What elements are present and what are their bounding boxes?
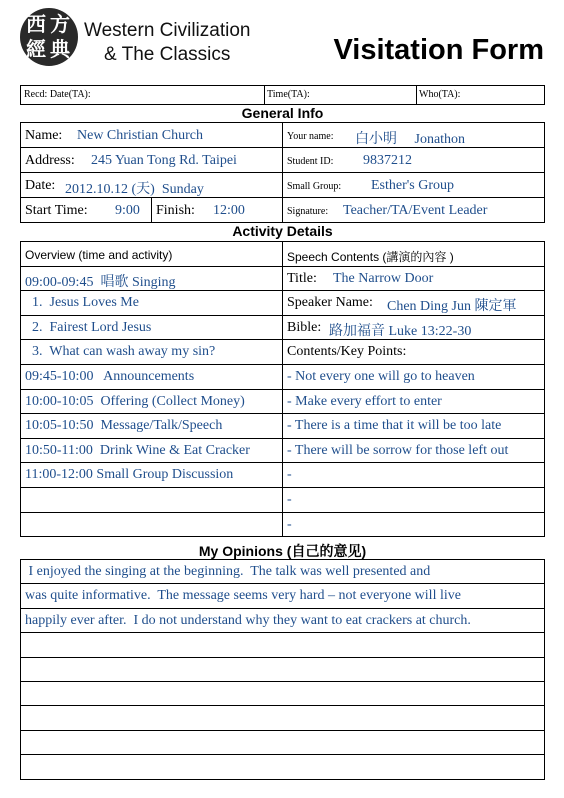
my-opinions-title: My Opinions (自己的意见) [198,543,367,559]
start-time-value: 9:00 [115,203,140,218]
finish-time-field[interactable] [151,197,283,223]
speech-row[interactable] [282,413,545,439]
start-time-label: Start Time: [25,203,88,218]
opinion-line[interactable] [20,681,545,706]
key-point: - [287,516,292,532]
name-label: Name: [25,128,63,143]
overview-row[interactable] [20,487,283,513]
logo-char: 經 [26,37,46,61]
overview-row[interactable] [20,339,283,365]
overview-item: 09:45-10:00 Announcements [25,369,195,384]
bible-label: Bible: [287,319,322,335]
recd-who-label: Who(TA): [419,89,461,100]
opinion-line[interactable] [20,559,545,584]
speech-title-label: Title: [287,270,317,286]
overview-row[interactable] [20,462,283,488]
signature-label: Signature: [287,206,329,217]
overview-item: 1. Jesus Loves Me [25,295,139,311]
speech-title-value: The Narrow Door [333,270,434,286]
overview-row[interactable] [20,389,283,415]
overview-row[interactable] [20,364,283,390]
key-point: - There is a time that it will be too late [287,418,502,434]
small-group-value: Esther's Group [371,178,455,193]
opinion-line[interactable] [20,632,545,657]
overview-header-cell[interactable] [20,241,283,267]
student-id-field[interactable] [282,147,545,173]
opinion-line[interactable] [20,754,545,779]
opinion-line[interactable] [20,730,545,755]
speech-row[interactable] [282,315,545,341]
activity-details-title: Activity Details [232,223,333,239]
overview-item: 10:05-10:50 Message/Talk/Speech [25,418,223,434]
overview-item: 10:50-11:00 Drink Wine & Eat Cracker [25,442,250,458]
key-point: - [287,492,292,507]
general-info-title: General Info [241,105,324,121]
key-point: - Not every one will go to heaven [287,369,475,384]
date-label: Date: [25,178,56,193]
overview-row[interactable] [20,315,283,341]
speech-row[interactable] [282,339,545,365]
recd-time-cell[interactable] [264,85,417,105]
opinion-text: happily ever after. I do not understand why they want to eat crackers at church. [25,612,471,628]
recd-who-cell[interactable] [416,85,545,105]
logo-char: 西 [26,12,46,36]
name-field[interactable] [20,122,283,148]
address-label: Address: [25,153,75,168]
speech-row[interactable] [282,389,545,415]
recd-date-cell[interactable] [20,85,265,105]
name-value: New Christian Church [77,128,203,143]
overview-row[interactable] [20,512,283,538]
speech-row[interactable] [282,512,545,538]
contents-label: Contents/Key Points: [287,344,407,360]
overview-item: 10:00-10:05 Offering (Collect Money) [25,393,245,409]
small-group-field[interactable] [282,172,545,198]
recd-date-label: Recd: Date(TA): [24,89,91,100]
date-value: 2012.10.12 (天) Sunday [65,182,204,197]
student-id-value: 9837212 [363,153,412,168]
finish-time-label: Finish: [156,203,195,218]
speaker-name-label: Speaker Name: [287,295,373,311]
overview-row[interactable] [20,266,283,292]
your-name-field[interactable] [282,122,545,148]
small-group-label: Small Group: [287,181,342,192]
signature-field[interactable] [282,197,545,223]
speech-header-cell[interactable] [282,241,545,267]
overview-row[interactable] [20,290,283,316]
opinion-line[interactable] [20,657,545,682]
speaker-name-value: Chen Ding Jun 陳定軍 [387,299,517,315]
overview-row[interactable] [20,438,283,464]
overview-row[interactable] [20,413,283,439]
opinion-line[interactable] [20,608,545,633]
speech-header: Speech Contents (講演的內容 ) [287,250,454,264]
opinion-text: I enjoyed the singing at the beginning. The talk was well presented and [25,564,431,579]
overview-item: 09:00-09:45 唱歌 Singing [25,274,176,290]
key-point: - There will be sorrow for those left out [287,442,509,458]
start-time-field[interactable] [20,197,152,223]
your-name-value: 白小明 Jonathon [355,132,466,147]
address-field[interactable] [20,147,283,173]
speech-row[interactable] [282,290,545,316]
speech-row[interactable] [282,462,545,488]
bible-value: 路加福音 Luke 13:22-30 [329,323,472,339]
overview-item: 2. Fairest Lord Jesus [25,319,152,335]
signature-value: Teacher/TA/Event Leader [343,203,488,218]
form-title: Visitation Form [333,34,544,66]
speech-row[interactable] [282,266,545,292]
address-value: 245 Yuan Tong Rd. Taipei [91,153,237,168]
opinion-line[interactable] [20,705,545,730]
logo-char: 典 [50,37,70,61]
key-point: - Make every effort to enter [287,393,442,409]
opinion-text: was quite informative. The message seems very hard – not everyone will live [25,588,461,604]
key-point: - [287,467,292,483]
your-name-label: Your name: [287,131,334,142]
speech-row[interactable] [282,438,545,464]
logo [20,8,78,66]
opinion-line[interactable] [20,583,545,608]
brand-line-1: Western Civilization [84,20,251,41]
overview-item: 3. What can wash away my sin? [25,344,216,360]
overview-header: Overview (time and activity) [25,248,173,262]
speech-row[interactable] [282,364,545,390]
student-id-label: Student ID: [287,156,334,167]
speech-row[interactable] [282,487,545,513]
overview-item: 11:00-12:00 Small Group Discussion [25,467,234,483]
date-field[interactable] [20,172,283,198]
brand-line-2: & The Classics [104,44,231,65]
recd-time-label: Time(TA): [267,89,310,100]
finish-time-value: 12:00 [213,203,245,218]
logo-char: 方 [50,12,70,36]
